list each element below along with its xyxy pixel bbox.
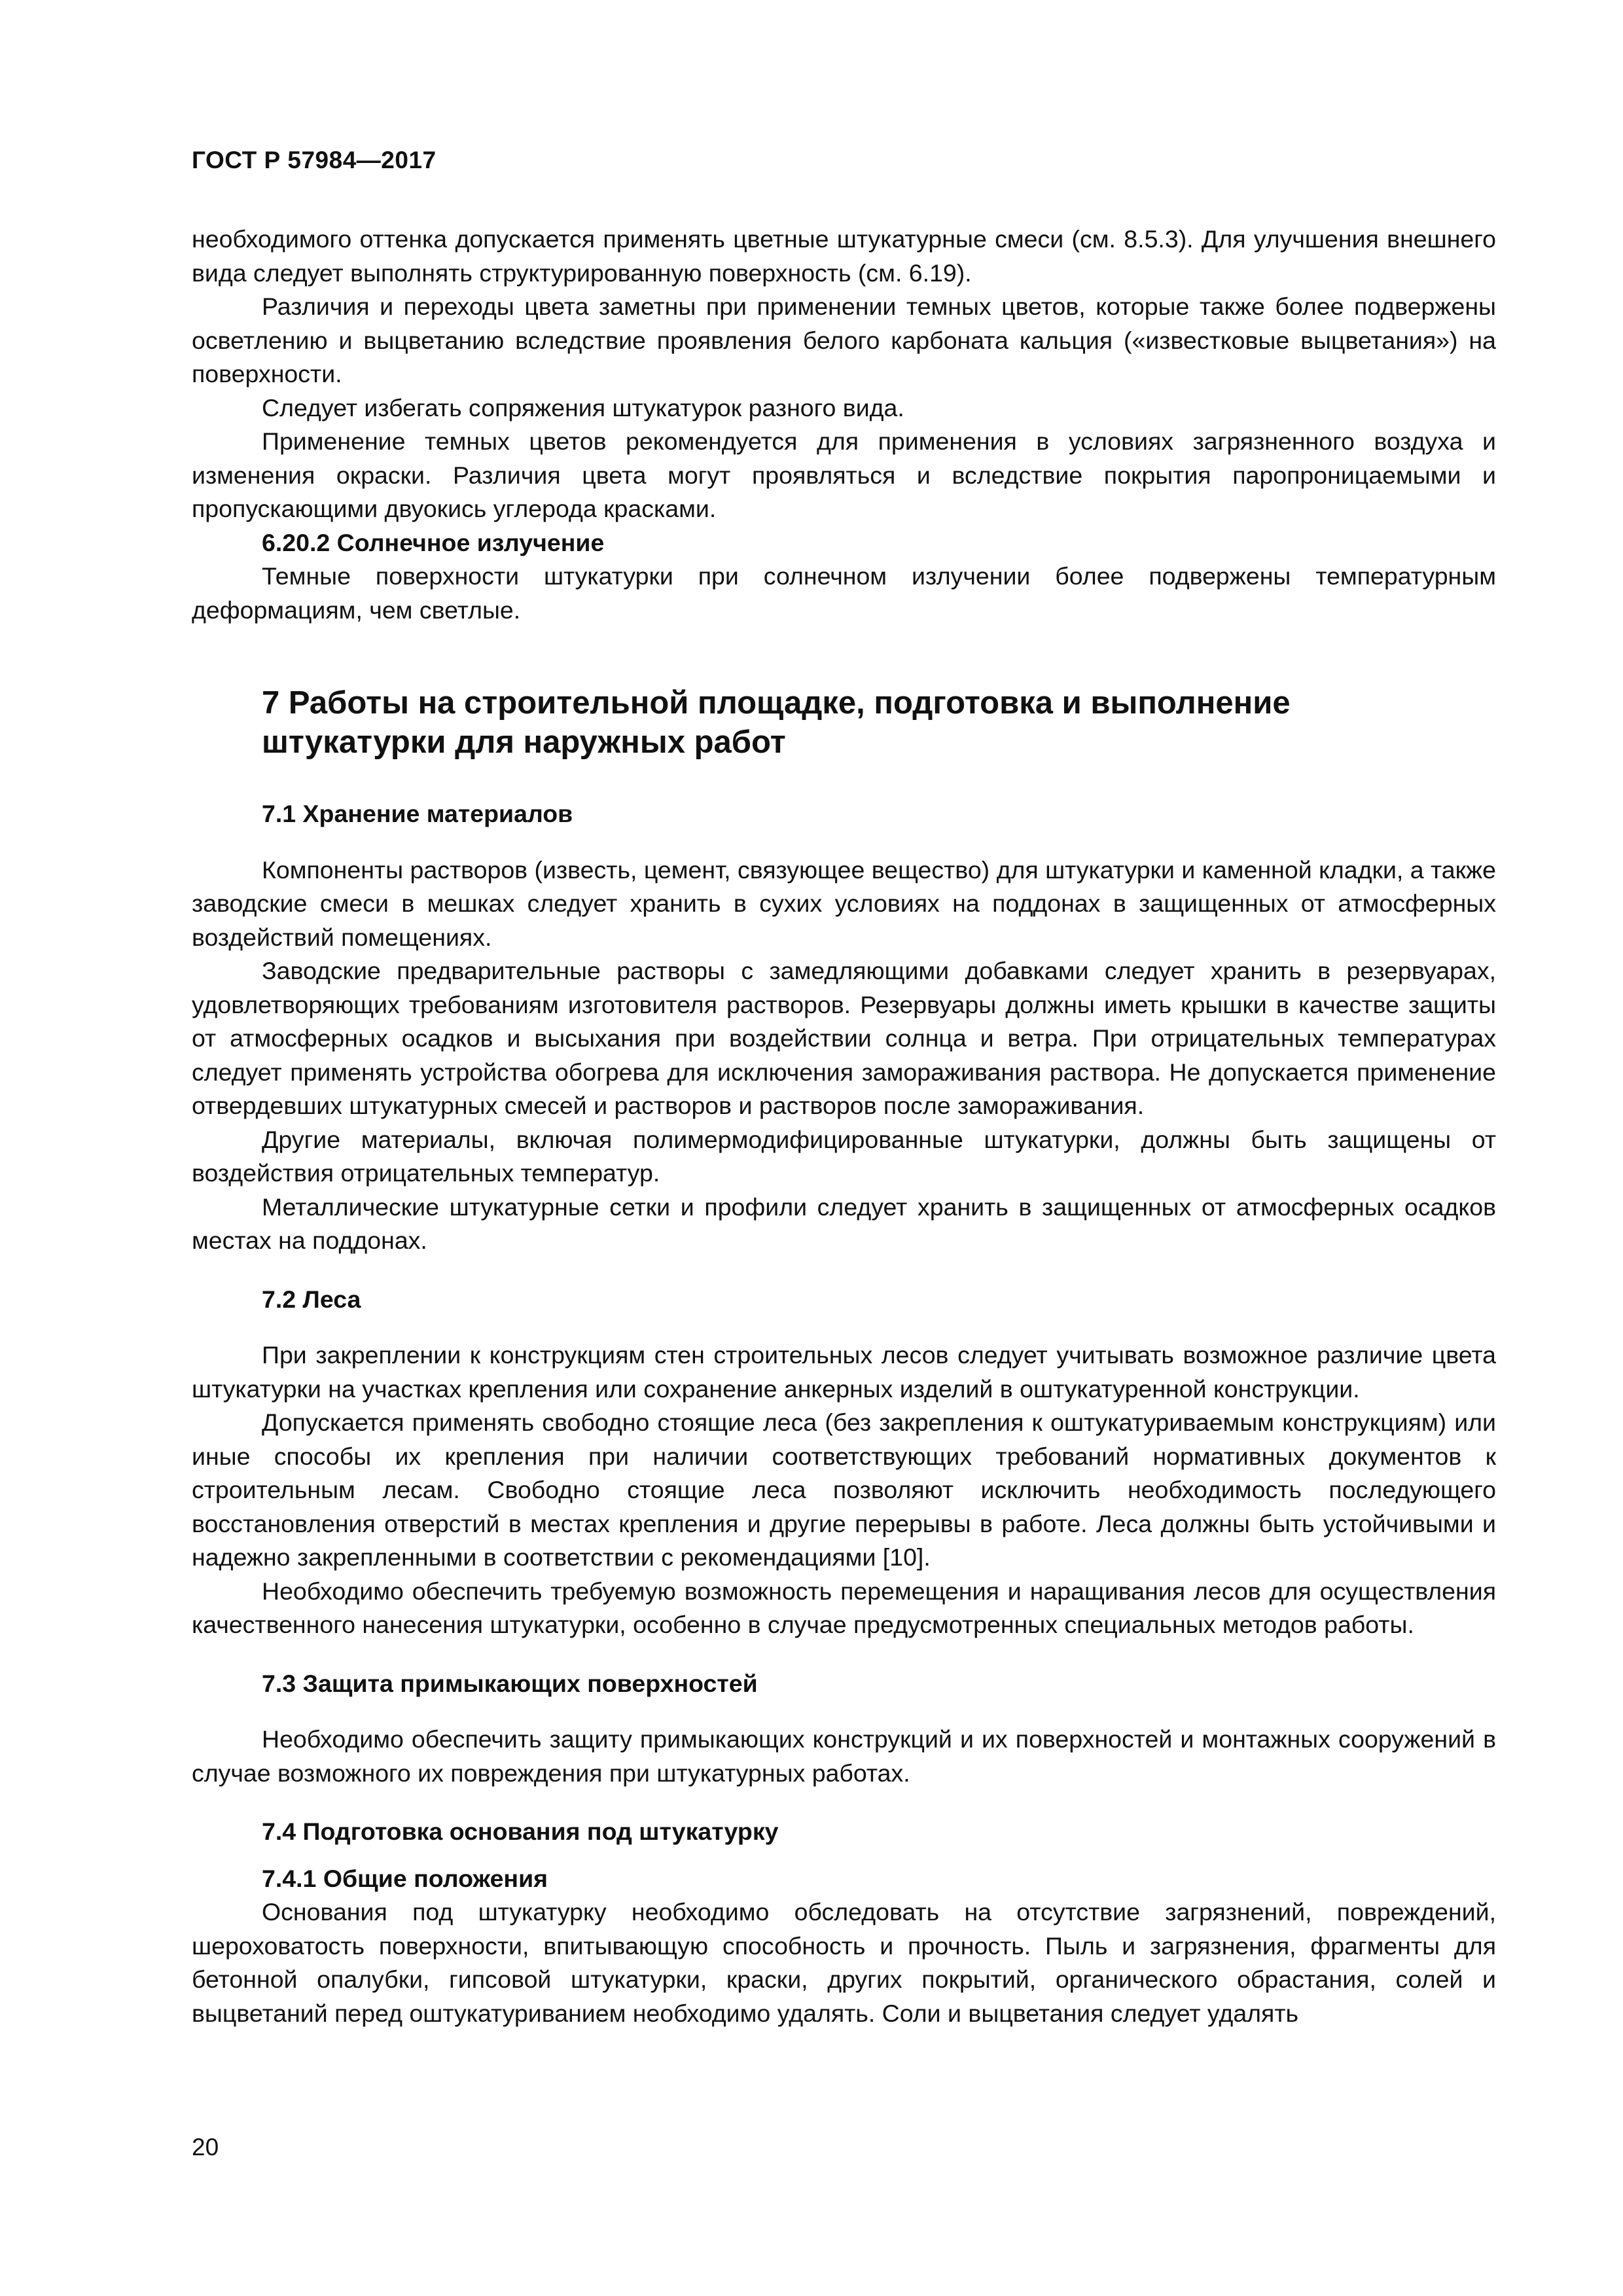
chapter-title-line: штукатурки для наружных работ xyxy=(262,725,786,760)
chapter-title-line: 7 Работы на строительной площадке, подготовка и выполнение xyxy=(262,685,1291,721)
section-heading-6-20-2: 6.20.2 Солнечное излучение xyxy=(262,528,605,556)
paragraph: Следует избегать сопряжения штукатурок разного вида. xyxy=(262,393,904,422)
paragraph: Допускается применять свободно стоящие леса (без закрепления к оштукатуриваемым конструкциям) или иные способы их крепления при наличии соответствующих требований нормативных документов к строительным лесам. Свободно стоящие леса позволяют исключить необходимость последующего восстановления отверстий в местах крепления и другие перерывы в работе. Леса должны быть устойчивыми и надежно закрепленными в соответствии с рекомендациями [10]. xyxy=(192,1408,1496,1571)
paragraph: Темные поверхности штукатурки при солнечном излучении более подвержены температурным деформациям, чем светлые. xyxy=(192,562,1496,624)
paragraph: Различия и переходы цвета заметны при применении темных цветов, которые также более подвержены осветлению и выцветанию вследствие проявления белого карбоната кальция («известковые выцветания») на поверхности. xyxy=(192,293,1496,387)
paragraph: Основания под штукатурку необходимо обследовать на отсутствие загрязнений, повреждений, шероховатость поверхности, впитывающую способность и прочность. Пыль и загрязнения, фрагменты для бетонной опалубки, гипсовой штукатурки, краски, других покрытий, органического обрастания, солей и выцветаний перед оштукатуриванием необходимо удалять. Соли и выцветания следует удалять xyxy=(192,1898,1496,2027)
section-heading-7-3: 7.3 Защита примыкающих поверхностей xyxy=(262,1669,758,1697)
paragraph: При закреплении к конструкциям стен строительных лесов следует учитывать возможное различие цвета штукатурки на участках крепления или сохранение анкерных изделий в оштукатуренной конструкции. xyxy=(192,1341,1496,1403)
document-body xyxy=(192,223,1496,2030)
chapter-heading-7 xyxy=(192,683,1496,762)
section-heading-7-4: 7.4 Подготовка основания под штукатурку xyxy=(262,1818,779,1845)
paragraph: Необходимо обеспечить требуемую возможность перемещения и наращивания лесов для осуществления качественного нанесения штукатурки, особенно в случае предусмотренных специальных методов работы. xyxy=(192,1577,1496,1638)
section-heading-7-1: 7.1 Хранение материалов xyxy=(262,800,573,827)
paragraph: Заводские предварительные растворы с замедляющими добавками следует хранить в резервуарах, удовлетворяющих требованиям изготовителя растворов. Резервуары должны иметь крышки в качестве защиты от атмосферных осадков и высыхания при воздействии солнца и ветра. При отрицательных температурах следует применять устройства обогрева для исключения замораживания раствора. Не допускается применение отвердевших штукатурных смесей и растворов и растворов после замораживания. xyxy=(192,957,1496,1119)
paragraph: Другие материалы, включая полимермодифицированные штукатурки, должны быть защищены от воздействия отрицательных температур. xyxy=(192,1125,1496,1187)
section-heading-7-4-1: 7.4.1 Общие положения xyxy=(262,1864,548,1892)
paragraph: Применение темных цветов рекомендуется для применения в условиях загрязненного воздуха и изменения окраски. Различия цвета могут проявляться и вследствие покрытия паропроницаемыми и пропускающими двуокись углерода красками. xyxy=(192,427,1496,522)
paragraph: Необходимо обеспечить защиту примыкающих конструкций и их поверхностей и монтажных сооружений в случае возможного их повреждения при штукатурных работах. xyxy=(192,1725,1496,1787)
document-header: ГОСТ Р 57984—2017 xyxy=(192,147,437,173)
page-number: 20 xyxy=(192,2134,219,2161)
paragraph: Компоненты растворов (известь, цемент, связующее вещество) для штукатурки и каменной кладки, а также заводские смеси в мешках следует хранить в сухих условиях на поддонах в защищенных от атмосферных воздействий помещениях. xyxy=(192,855,1496,951)
paragraph: Металлические штукатурные сетки и профили следует хранить в защищенных от атмосферных осадков местах на поддонах. xyxy=(192,1193,1496,1254)
section-heading-7-2: 7.2 Леса xyxy=(262,1285,361,1313)
paragraph: необходимого оттенка допускается применять цветные штукатурные смеси (см. 8.5.3). Для улучшения внешнего вида следует выполнять структурированную поверхность (см. 6.19). xyxy=(192,225,1496,287)
